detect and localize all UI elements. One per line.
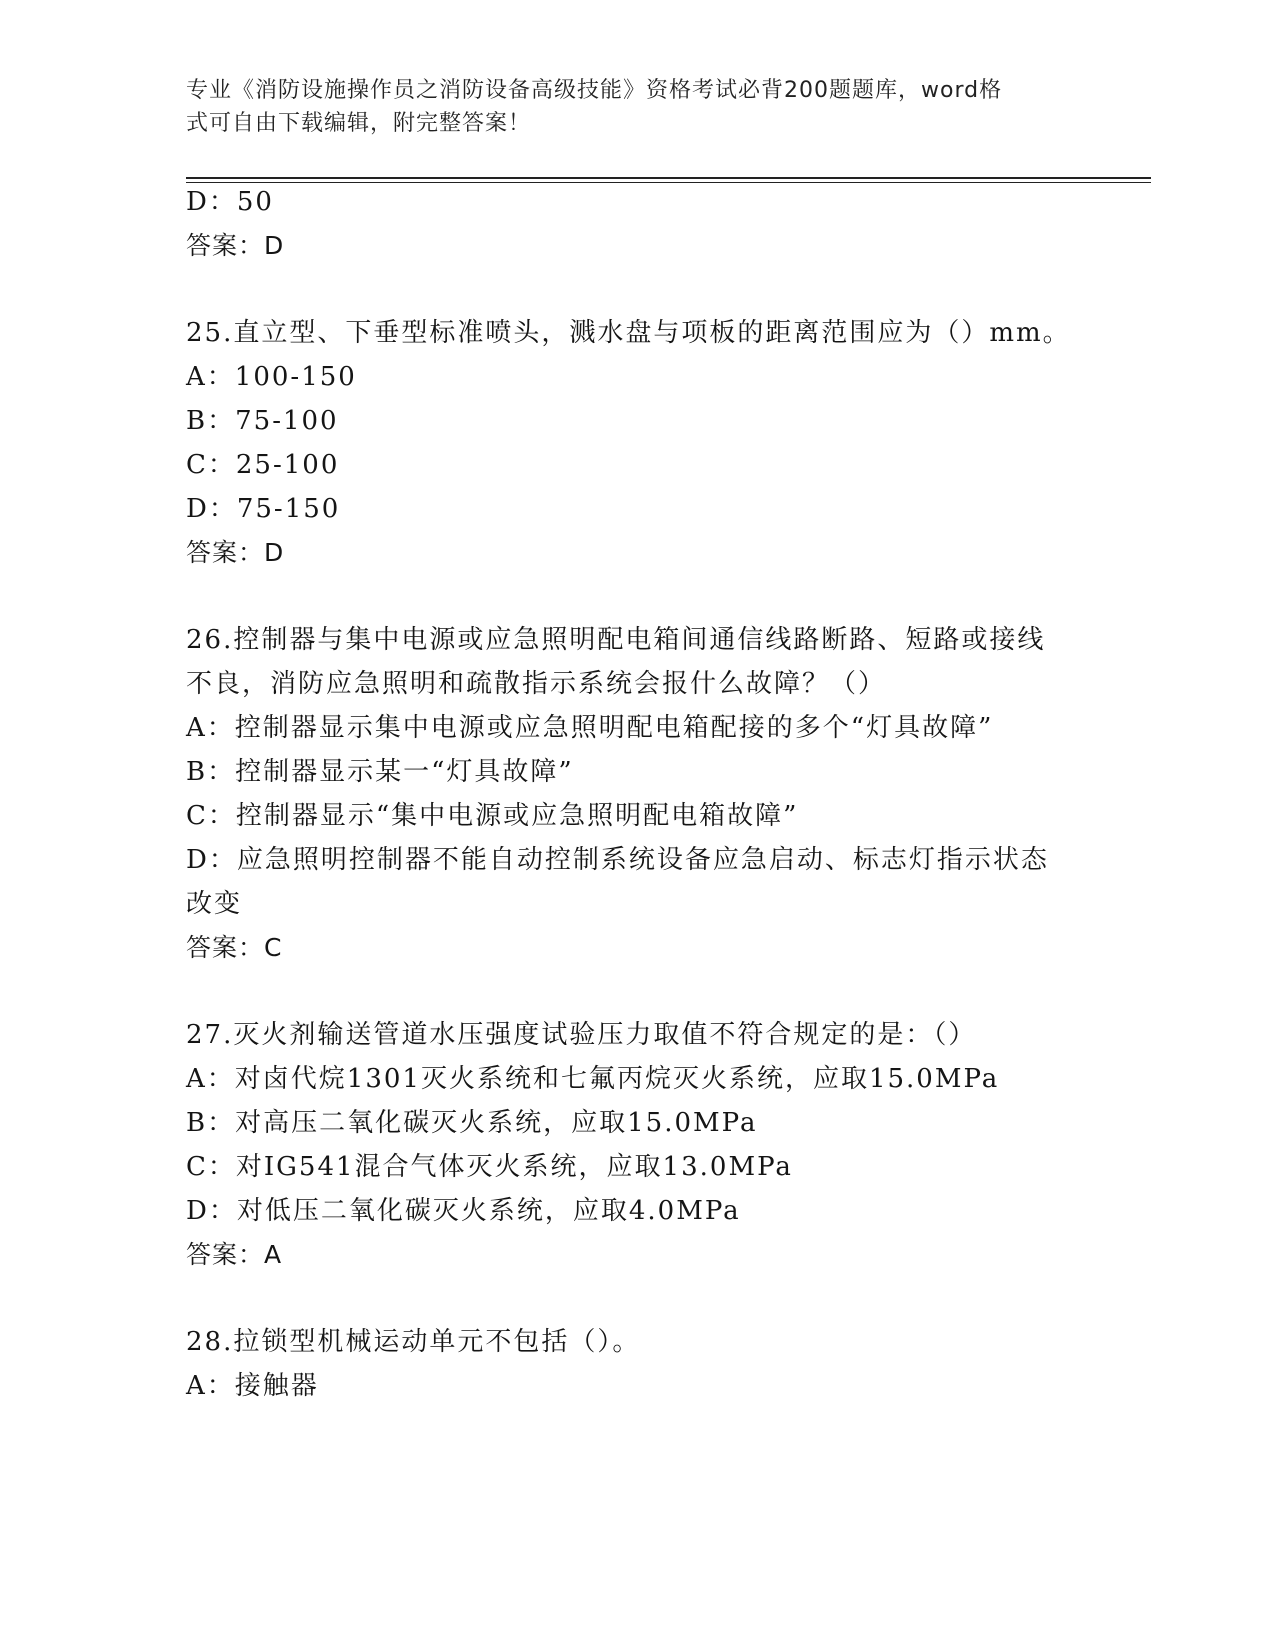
q25-answer: 答案：D [186, 538, 285, 567]
q25-stem: 25.直立型、下垂型标准喷头，溅水盘与项板的距离范围应为（）mm。 [186, 318, 1071, 348]
q27-option-b: B：对高压二氧化碳灭火系统，应取15.0MPa [186, 1108, 758, 1138]
q26-answer: 答案：C [186, 933, 283, 962]
q26-option-b: B：控制器显示某一“灯具故障” [186, 757, 574, 787]
q26-stem-line2: 不良，消防应急照明和疏散指示系统会报什么故障？（） [186, 669, 887, 699]
q28-stem: 28.拉锁型机械运动单元不包括（）。 [186, 1327, 641, 1357]
prev-answer: 答案：D [186, 231, 285, 260]
q27-option-a: A：对卤代烷1301灭火系统和七氟丙烷灭火系统，应取15.0MPa [186, 1064, 1000, 1094]
header-divider-thick [186, 177, 1151, 179]
q25-option-c: C：25-100 [186, 450, 340, 480]
q27-option-c: C：对IG541混合气体灭火系统，应取13.0MPa [186, 1152, 793, 1182]
prev-option-d: D：50 [186, 187, 274, 217]
header-line-1: 专业《消防设施操作员之消防设备高级技能》资格考试必背200题题库，word格 [186, 78, 1003, 103]
q28-option-a: A：接触器 [186, 1371, 319, 1401]
q27-option-d: D：对低压二氧化碳灭火系统，应取4.0MPa [186, 1196, 741, 1226]
q25-option-b: B：75-100 [186, 406, 339, 436]
header-divider-thin [186, 182, 1151, 183]
document-header [186, 74, 1066, 140]
q27-answer: 答案：A [186, 1240, 283, 1269]
q25-option-d: D：75-150 [186, 494, 341, 524]
q26-option-d-continued: 改变 [186, 889, 243, 919]
q26-stem-line1: 26.控制器与集中电源或应急照明配电箱间通信线路断路、短路或接线 [186, 625, 1046, 655]
q26-option-d: D：应急照明控制器不能自动控制系统设备应急启动、标志灯指示状态 [186, 845, 1049, 875]
q27-stem: 27.灭火剂输送管道水压强度试验压力取值不符合规定的是：（） [186, 1020, 977, 1050]
q26-option-c: C：控制器显示“集中电源或应急照明配电箱故障” [186, 801, 799, 831]
header-line-2: 式可自由下载编辑，附完整答案！ [186, 111, 532, 136]
q25-option-a: A：100-150 [186, 362, 357, 392]
q26-option-a: A：控制器显示集中电源或应急照明配电箱配接的多个“灯具故障” [186, 713, 994, 743]
